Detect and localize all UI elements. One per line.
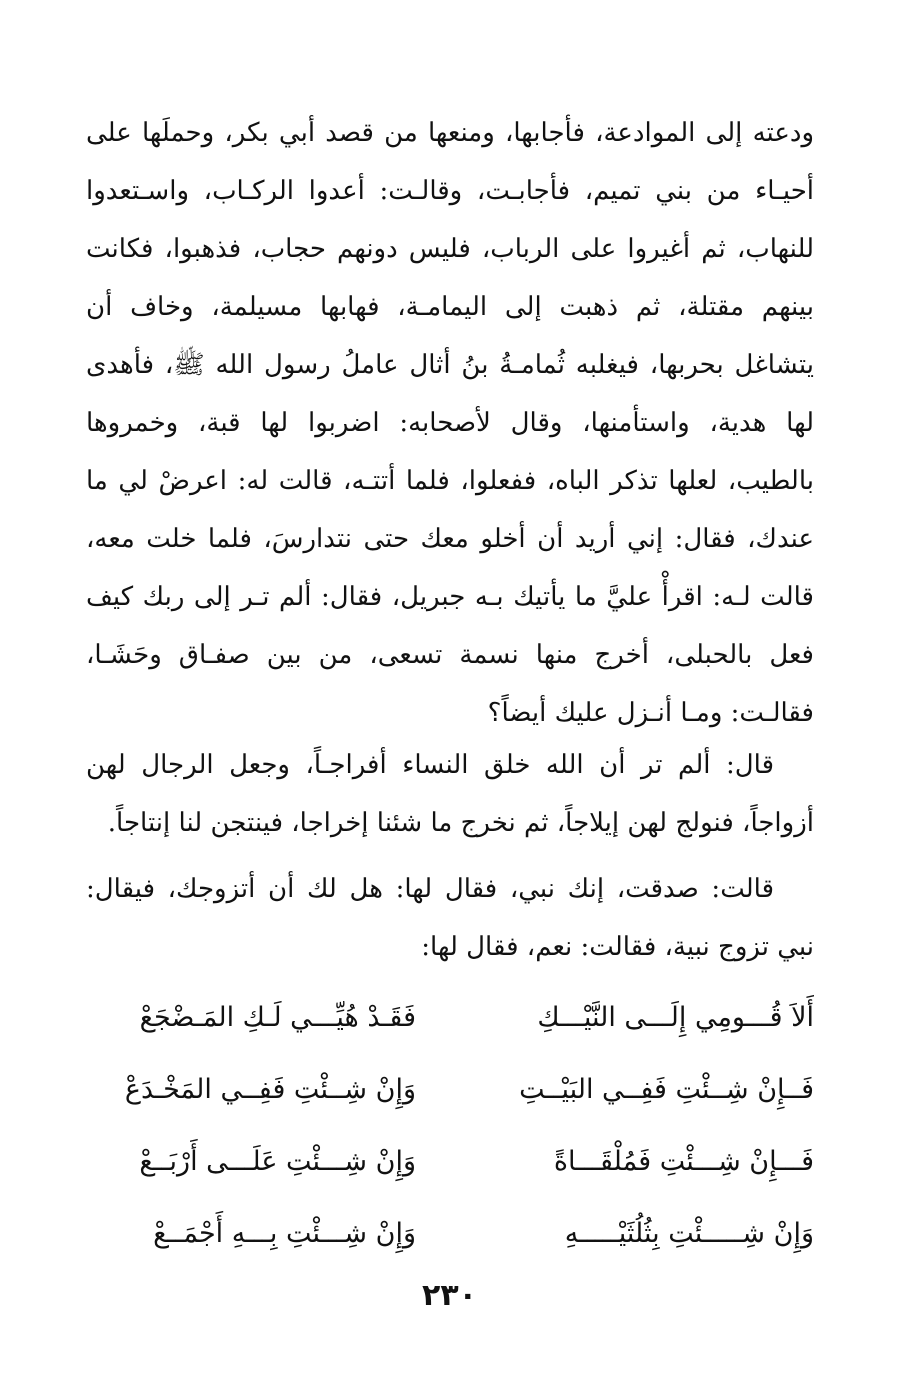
verse-second-hemistich: فَقَـدْ هُيِّـــي لَـكِ المَـضْجَعْ bbox=[139, 1002, 416, 1033]
verse-second-hemistich: وَإِنْ شِــئْتِ فَفِــي المَخْـدَعْ bbox=[124, 1074, 416, 1105]
verse-first-hemistich: فَــإِنْ شِــئْتِ فَفِــي البَيْــتِ bbox=[519, 1074, 814, 1105]
paragraph-quote: قال: ألم تر أن الله خلق النساء أفراجـاً، وجعل الرجال لهن أزواجاً، فنولج لهن إيلاجاً، ثم نخرج ما شئنا إخراجا، فينتجن لنا إنتاجاً. bbox=[86, 750, 814, 838]
poem-verse bbox=[86, 1198, 814, 1270]
verse-first-hemistich: أَلاَ قُـــومِي إِلَـــى النَّيْـــكِ bbox=[537, 1002, 814, 1033]
poem-verse bbox=[86, 1054, 814, 1126]
verse-second-hemistich: وَإِنْ شِـــئْتِ بِـــهِ أَجْمَــعْ bbox=[153, 1218, 416, 1249]
poem-verse bbox=[86, 1126, 814, 1198]
page-number: ٢٣٠ bbox=[422, 1278, 477, 1313]
verse-first-hemistich: فَـــإِنْ شِـــئْتِ فَمُلْقَـــاةً bbox=[553, 1146, 814, 1177]
paragraph-main: ودعته إلى الموادعة، فأجابها، ومنعها من قصد أبي بكر، وحملَها على أحيـاء من بني تميم، فأجابـت، وقالـت: أعدوا الركـاب، واسـتعدوا للنهاب، ثم أغيروا على الرباب، فليس دونهم حجاب، فذهبوا، فكانت بينهم مقتلة، ثم ذهبت إلى اليمامـة، فهابها مسيلمة، وخاف أن يتشاغل بحربها، فيغلبه ثُمامـةُ بنُ أثال عاملُ رسول الله ﷺ، فأهدى لها هدية، واستأمنها، وقال لأصحابه: اضربوا لها قبة، وخمروها بالطيب، لعلها تذكر الباه، ففعلوا، فلما أتتـه، قالت له: اعرضْ لي ما عندك، فقال: إني أريد أن أخلو معك حتى نتدارسَ، فلما خلت معه، قالت لـه: اقرأْ عليَّ ما يأتيك بـه جبريل، فقال: ألم تـر إلى ربك كيف فعل بالحبلى، أخرج منها نسمة تسعى، من بين صفـاق وحَشَـا، فقالـت: ومـا أنـزل عليك أيضاً؟ bbox=[86, 118, 814, 728]
paragraph-reply: قالت: صدقت، إنك نبي، فقال لها: هل لك أن أتزوجك، فيقال: نبي تزوج نبية، فقالت: نعم، فقال لها: bbox=[86, 874, 814, 962]
poem bbox=[86, 982, 814, 1270]
verse-second-hemistich: وَإِنْ شِـــئْتِ عَلَـــى أَرْبَــعْ bbox=[139, 1146, 416, 1177]
verse-first-hemistich: وَإِنْ شِـــــئْتِ بِثُلُثَيْـــــهِ bbox=[564, 1218, 814, 1249]
poem-verse bbox=[86, 982, 814, 1054]
